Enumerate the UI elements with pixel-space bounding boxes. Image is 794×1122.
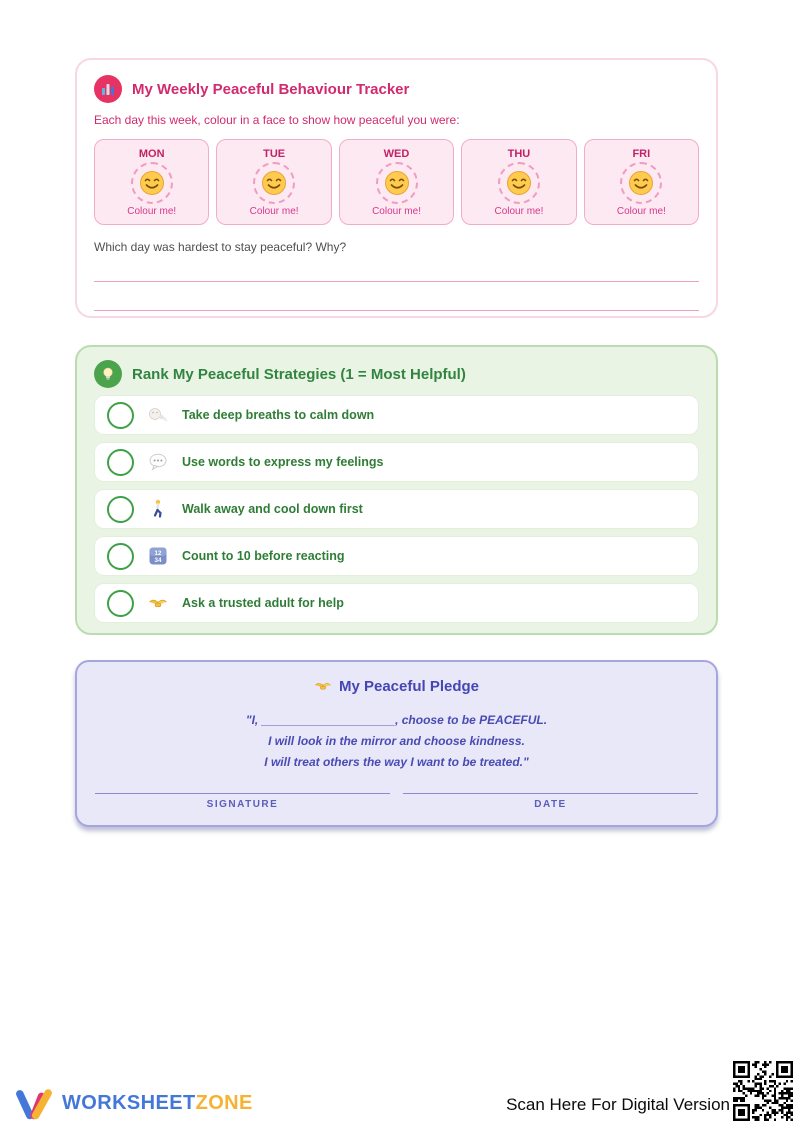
day-card-fri[interactable]: [584, 139, 699, 225]
signature-date-row: [95, 793, 698, 810]
signature-label: SIGNATURE: [206, 799, 279, 810]
signature-line[interactable]: [95, 793, 390, 794]
speech-balloon-icon: [148, 452, 168, 472]
smiling-face-icon[interactable]: [376, 162, 418, 204]
day-label: MON: [138, 148, 165, 160]
weekly-tracker-card: [75, 58, 718, 318]
brand-zone: ZONE: [195, 1091, 253, 1114]
tracker-subtitle: Each day this week, colour in a face to show how peaceful you were:: [94, 113, 460, 127]
pledge-title-text: My Peaceful Pledge: [338, 677, 480, 695]
strategy-row-count: [94, 536, 699, 576]
rank-input-circle[interactable]: [107, 402, 134, 429]
input-numbers-icon: [148, 546, 168, 566]
day-label: FRI: [632, 148, 651, 160]
tracker-title: My Weekly Peaceful Behaviour Tracker: [132, 80, 410, 98]
walking-person-icon: [148, 499, 168, 519]
strategy-label: Take deep breaths to calm down: [182, 408, 375, 422]
brand-worksheet: WORKSHEET: [62, 1091, 196, 1114]
lightbulb-icon: [94, 360, 122, 388]
handshake-icon: [148, 593, 168, 613]
colour-me-label: Colour me!: [616, 206, 666, 217]
strategy-row-words: [94, 442, 699, 482]
qr-code: [733, 1060, 793, 1122]
date-line[interactable]: [403, 793, 698, 794]
exhaling-face-icon: [148, 405, 168, 425]
strategy-row-breaths: [94, 395, 699, 435]
svg-text:34: 34: [154, 557, 162, 564]
answer-line-2[interactable]: [94, 310, 699, 311]
pledge-line-3: I will treat others the way I want to be treated.": [264, 755, 529, 769]
rank-input-circle[interactable]: [107, 590, 134, 617]
pledge-line-1: "I, ____________________, choose to be PEACEFUL.: [245, 713, 548, 727]
signature-field[interactable]: [95, 793, 390, 810]
strategy-label: Use words to express my feelings: [182, 455, 384, 469]
pledge-card: [75, 660, 718, 827]
colour-me-label: Colour me!: [127, 206, 177, 217]
strategies-title: Rank My Peaceful Strategies (1 = Most Helpful): [132, 365, 466, 383]
pledge-title: [314, 677, 479, 695]
smiling-face-icon[interactable]: [131, 162, 173, 204]
tracker-question: Which day was hardest to stay peaceful? Why?: [94, 240, 347, 254]
rank-input-circle[interactable]: [107, 496, 134, 523]
smiling-face-icon[interactable]: [253, 162, 295, 204]
strategy-row-walk: [94, 489, 699, 529]
colour-me-label: Colour me!: [372, 206, 421, 217]
day-label: TUE: [263, 148, 286, 160]
days-row: [94, 139, 699, 225]
date-field[interactable]: [403, 793, 698, 810]
bar-chart-icon: [94, 75, 122, 103]
day-card-tue[interactable]: [216, 139, 331, 225]
day-card-mon[interactable]: [94, 139, 209, 225]
logo-wordmark: [62, 1092, 253, 1115]
worksheetzone-logo: [14, 1086, 253, 1120]
tracker-header: [94, 75, 699, 103]
rank-input-circle[interactable]: [107, 543, 134, 570]
day-card-thu[interactable]: [461, 139, 576, 225]
strategies-card: [75, 345, 718, 635]
svg-text:12: 12: [154, 550, 162, 557]
colour-me-label: Colour me!: [249, 206, 299, 217]
colour-me-label: Colour me!: [494, 206, 544, 217]
day-label: WED: [383, 148, 410, 160]
smiling-face-icon[interactable]: [498, 162, 540, 204]
strategy-label: Walk away and cool down first: [182, 502, 363, 516]
strategy-row-adult: [94, 583, 699, 623]
handshake-icon: [314, 677, 332, 695]
strategies-header: [94, 360, 699, 388]
rank-input-circle[interactable]: [107, 449, 134, 476]
strategy-label: Count to 10 before reacting: [182, 549, 345, 563]
day-card-wed[interactable]: [339, 139, 454, 225]
pledge-line-2: I will look in the mirror and choose kindness.: [268, 734, 525, 748]
strategy-label: Ask a trusted adult for help: [182, 596, 344, 610]
logo-w-mark-icon: [14, 1086, 54, 1120]
answer-line-1[interactable]: [94, 281, 699, 282]
day-label: THU: [507, 148, 531, 160]
smiling-face-icon[interactable]: [620, 162, 662, 204]
scan-here-text: Scan Here For Digital Version: [506, 1095, 730, 1114]
date-label: DATE: [534, 799, 567, 810]
